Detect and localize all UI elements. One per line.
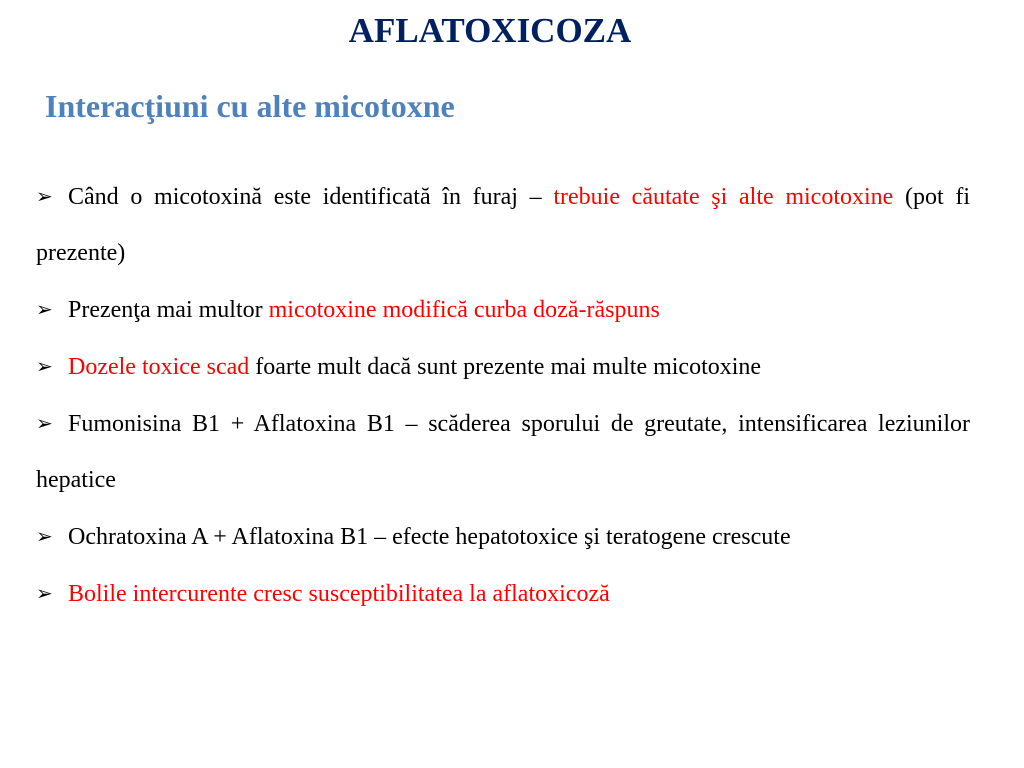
bullet-2-text: Prezenţa mai multor: [68, 297, 269, 323]
bullet-1-highlight: trebuie căutate şi alte micotoxine: [553, 184, 894, 210]
bullet-item-1: [36, 168, 970, 281]
bullet-6-highlight: Bolile intercurente cresc susceptibilitatea la aflatoxicoză: [68, 581, 610, 607]
slide-title: AFLATOXICOZA: [348, 11, 632, 50]
bullet-3-text: foarte mult dacă sunt prezente mai multe micotoxine: [249, 354, 762, 380]
arrow-bullet-icon: ➢: [36, 524, 53, 548]
bullet-1-text: Când o micotoxină este identificată în furaj –: [68, 184, 554, 210]
bullet-item-5: [36, 508, 970, 565]
arrow-bullet-icon: ➢: [36, 354, 53, 378]
arrow-bullet-icon: ➢: [36, 411, 53, 435]
arrow-bullet-icon: ➢: [36, 184, 53, 208]
bullet-5-text: Ochratoxina A + Aflatoxina B1 – efecte hepatotoxice şi teratogene crescute: [68, 524, 791, 550]
slide-subtitle: Interacţiuni cu alte micotoxne: [45, 88, 455, 124]
bullet-list: [36, 182, 970, 622]
bullet-item-3: [36, 338, 970, 395]
bullet-1-text-end: (pot fi prezente): [36, 184, 971, 266]
bullet-3-highlight: Dozele toxice scad: [68, 354, 250, 380]
arrow-bullet-icon: ➢: [36, 297, 53, 321]
bullet-2-highlight: micotoxine modifică curba doză-răspuns: [268, 297, 660, 323]
bullet-item-2: [36, 281, 970, 338]
bullet-item-4: [36, 395, 970, 508]
bullet-item-6: [36, 565, 970, 622]
arrow-bullet-icon: ➢: [36, 581, 53, 605]
bullet-4-text: Fumonisina B1 + Aflatoxina B1 – scăderea sporului de greutate, intensificarea leziunilor hepatice: [36, 411, 970, 493]
